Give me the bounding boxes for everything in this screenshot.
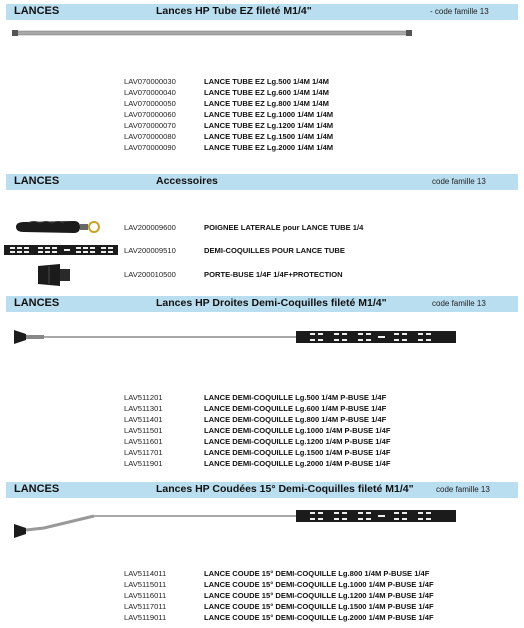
product-ref: LAV070000060 (124, 110, 176, 119)
lance-tube-ez-illustration (12, 28, 412, 38)
product-ref: LAV5117011 (124, 602, 167, 611)
lance-coudee-illustration (14, 506, 458, 540)
section-header-coudees (6, 482, 518, 498)
section-category: LANCES (14, 175, 60, 187)
product-ref: LAV200010500 (124, 270, 176, 279)
section-title: Lances HP Droites Demi-Coquilles fileté M1/4" (156, 297, 387, 309)
product-ref: LAV5119011 (124, 613, 167, 622)
product-ref: LAV5114011 (124, 569, 167, 578)
product-desc: LANCE DEMI-COQUILLE Lg.1000 1/4M P-BUSE 1/4F (204, 426, 391, 435)
product-ref: LAV511901 (124, 459, 163, 468)
section-title: Accessoires (156, 175, 218, 187)
section-family-code: code famille 13 (432, 177, 486, 186)
product-desc: LANCE DEMI-COQUILLE Lg.500 1/4M P-BUSE 1/4F (204, 393, 387, 402)
section-header-droites (6, 296, 518, 312)
product-ref: LAV070000040 (124, 88, 176, 97)
product-ref: LAV5116011 (124, 591, 167, 600)
product-desc: LANCE TUBE EZ Lg.1200 1/4M 1/4M (204, 121, 334, 130)
product-ref: LAV511601 (124, 437, 163, 446)
product-ref: LAV511701 (124, 448, 163, 457)
product-desc: LANCE DEMI-COQUILLE Lg.600 1/4M P-BUSE 1/4F (204, 404, 387, 413)
section-title: Lances HP Coudées 15° Demi-Coquilles fileté M1/4" (156, 483, 414, 495)
product-ref: LAV070000080 (124, 132, 176, 141)
product-ref: LAV511201 (124, 393, 163, 402)
product-ref: LAV511501 (124, 426, 163, 435)
section-family-code: code famille 13 (436, 485, 490, 494)
product-desc: LANCE DEMI-COQUILLE Lg.2000 1/4M P-BUSE 1/4F (204, 459, 391, 468)
half-shells-illustration (4, 244, 118, 256)
product-desc: LANCE TUBE EZ Lg.800 1/4M 1/4M (204, 99, 329, 108)
product-desc: LANCE DEMI-COQUILLE Lg.1500 1/4M P-BUSE 1/4F (204, 448, 391, 457)
section-category: LANCES (14, 297, 60, 309)
product-ref: LAV070000070 (124, 121, 176, 130)
product-desc: LANCE TUBE EZ Lg.2000 1/4M 1/4M (204, 143, 334, 152)
product-desc: PORTE-BUSE 1/4F 1/4F+PROTECTION (204, 270, 343, 279)
product-ref: LAV200009510 (124, 246, 176, 255)
product-desc: LANCE COUDE 15° DEMI-COQUILLE Lg.800 1/4M P-BUSE 1/4F (204, 569, 430, 578)
product-ref: LAV070000090 (124, 143, 176, 152)
product-ref: LAV511301 (124, 404, 163, 413)
nozzle-holder-illustration (34, 262, 74, 288)
side-handle-illustration (14, 216, 104, 238)
product-desc: LANCE COUDE 15° DEMI-COQUILLE Lg.1200 1/4M P-BUSE 1/4F (204, 591, 434, 600)
product-desc: LANCE COUDE 15° DEMI-COQUILLE Lg.2000 1/4M P-BUSE 1/4F (204, 613, 434, 622)
product-desc: LANCE DEMI-COQUILLE Lg.1200 1/4M P-BUSE 1/4F (204, 437, 391, 446)
section-family-code: code famille 13 (432, 299, 486, 308)
section-category: LANCES (14, 5, 60, 17)
product-desc: LANCE TUBE EZ Lg.1000 1/4M 1/4M (204, 110, 334, 119)
product-desc: LANCE TUBE EZ Lg.1500 1/4M 1/4M (204, 132, 334, 141)
product-desc: LANCE COUDE 15° DEMI-COQUILLE Lg.1000 1/4M P-BUSE 1/4F (204, 580, 434, 589)
product-ref: LAV200009600 (124, 223, 176, 232)
product-desc: POIGNEE LATERALE pour LANCE TUBE 1/4 (204, 223, 364, 232)
section-title: Lances HP Tube EZ fileté M1/4" (156, 5, 312, 17)
product-ref: LAV070000030 (124, 77, 176, 86)
product-desc: DEMI-COQUILLES POUR LANCE TUBE (204, 246, 345, 255)
section-family-code: - code famille 13 (430, 7, 489, 16)
product-desc: LANCE TUBE EZ Lg.500 1/4M 1/4M (204, 77, 329, 86)
product-ref: LAV511401 (124, 415, 163, 424)
product-ref: LAV070000050 (124, 99, 176, 108)
product-desc: LANCE DEMI-COQUILLE Lg.800 1/4M P-BUSE 1/4F (204, 415, 387, 424)
lance-droite-illustration (14, 328, 458, 346)
product-desc: LANCE TUBE EZ Lg.600 1/4M 1/4M (204, 88, 329, 97)
section-category: LANCES (14, 483, 60, 495)
section-header-tube-ez (6, 4, 518, 20)
section-header-accessoires (6, 174, 518, 190)
product-ref: LAV5115011 (124, 580, 167, 589)
product-desc: LANCE COUDE 15° DEMI-COQUILLE Lg.1500 1/4M P-BUSE 1/4F (204, 602, 434, 611)
